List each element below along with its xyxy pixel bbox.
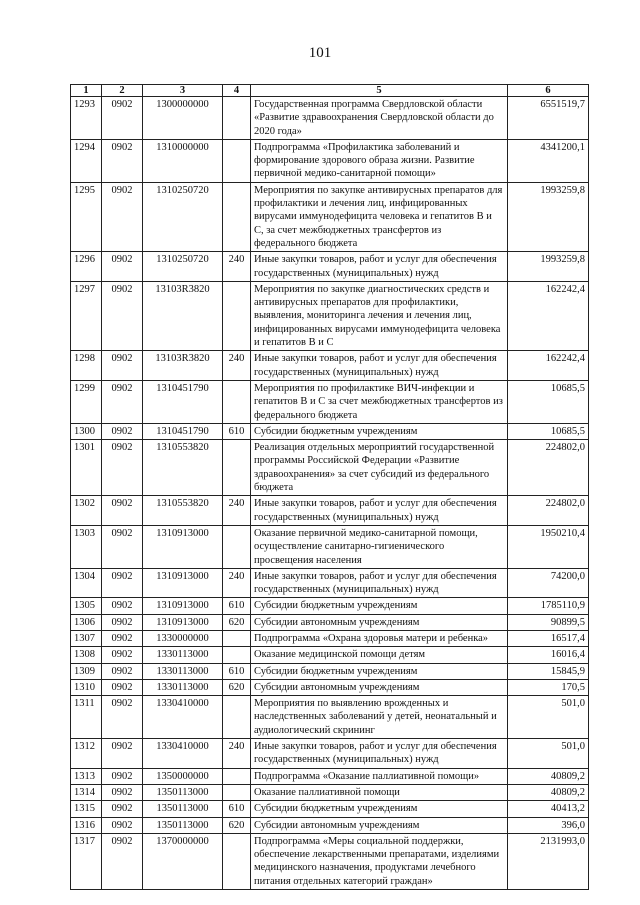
section-code-cell: 0902 (102, 614, 143, 630)
section-code-cell: 0902 (102, 182, 143, 251)
row-number-cell: 1314 (71, 784, 102, 800)
table-row (71, 679, 589, 695)
table-row (71, 182, 589, 251)
column-header: 1 (71, 85, 102, 97)
amount-cell: 2131993,0 (508, 833, 589, 889)
target-article-cell: 1310913000 (143, 525, 223, 568)
row-number-cell: 1296 (71, 252, 102, 282)
row-number-cell: 1313 (71, 768, 102, 784)
section-code-cell: 0902 (102, 768, 143, 784)
column-header: 6 (508, 85, 589, 97)
item-name-cell: Иные закупки товаров, работ и услуг для обеспечения государственных (муниципальных) нужд (251, 351, 508, 381)
section-code-cell: 0902 (102, 647, 143, 663)
section-code-cell: 0902 (102, 801, 143, 817)
target-article-cell: 1330000000 (143, 630, 223, 646)
table-row (71, 801, 589, 817)
table-row (71, 423, 589, 439)
item-name-cell: Мероприятия по закупке антивирусных препаратов для профилактики и лечения лиц, инфицированных вирусами иммунодефицита человека и гепатитов В и С, за счет межбюджетных трансфертов из федерального бюджета (251, 182, 508, 251)
target-article-cell: 1300000000 (143, 97, 223, 140)
row-number-cell: 1311 (71, 696, 102, 739)
expense-type-cell (223, 630, 251, 646)
item-name-cell: Оказание первичной медико-санитарной помощи, осуществление санитарно-гигиенического просвещения населения (251, 525, 508, 568)
target-article-cell: 1330113000 (143, 647, 223, 663)
table-row (71, 440, 589, 496)
table-row (71, 139, 589, 182)
expense-type-cell: 240 (223, 568, 251, 598)
section-code-cell: 0902 (102, 525, 143, 568)
target-article-cell: 1310553820 (143, 496, 223, 526)
amount-cell: 16517,4 (508, 630, 589, 646)
table-row (71, 768, 589, 784)
item-name-cell: Государственная программа Свердловской области «Развитие здравоохранения Свердловской области до 2020 года» (251, 97, 508, 140)
item-name-cell: Оказание медицинской помощи детям (251, 647, 508, 663)
amount-cell: 1785110,9 (508, 598, 589, 614)
row-number-cell: 1301 (71, 440, 102, 496)
target-article-cell: 13103R3820 (143, 281, 223, 350)
section-code-cell: 0902 (102, 739, 143, 769)
target-article-cell: 1330410000 (143, 739, 223, 769)
target-article-cell: 1330410000 (143, 696, 223, 739)
item-name-cell: Субсидии автономным учреждениям (251, 817, 508, 833)
row-number-cell: 1300 (71, 423, 102, 439)
row-number-cell: 1294 (71, 139, 102, 182)
table-header-row (71, 85, 589, 97)
expense-type-cell (223, 182, 251, 251)
target-article-cell: 1310553820 (143, 440, 223, 496)
section-code-cell: 0902 (102, 833, 143, 889)
row-number-cell: 1315 (71, 801, 102, 817)
item-name-cell: Подпрограмма «Охрана здоровья матери и ребенка» (251, 630, 508, 646)
target-article-cell: 1350000000 (143, 768, 223, 784)
row-number-cell: 1303 (71, 525, 102, 568)
row-number-cell: 1309 (71, 663, 102, 679)
amount-cell: 40809,2 (508, 768, 589, 784)
amount-cell: 40809,2 (508, 784, 589, 800)
item-name-cell: Субсидии автономным учреждениям (251, 679, 508, 695)
amount-cell: 1993259,8 (508, 182, 589, 251)
row-number-cell: 1304 (71, 568, 102, 598)
table-row (71, 696, 589, 739)
target-article-cell: 1330113000 (143, 663, 223, 679)
section-code-cell: 0902 (102, 784, 143, 800)
expense-type-cell: 610 (223, 598, 251, 614)
column-header: 2 (102, 85, 143, 97)
target-article-cell: 1310451790 (143, 380, 223, 423)
expense-type-cell: 610 (223, 801, 251, 817)
row-number-cell: 1306 (71, 614, 102, 630)
item-name-cell: Субсидии бюджетным учреждениям (251, 663, 508, 679)
column-header: 3 (143, 85, 223, 97)
item-name-cell: Подпрограмма «Оказание паллиативной помощи» (251, 768, 508, 784)
target-article-cell: 1310913000 (143, 568, 223, 598)
item-name-cell: Мероприятия по закупке диагностических средств и антивирусных препаратов для профилактики, выявления, мониторинга лечения и лечения лиц, инфицированных вирусами иммунодефицита человека и гепатитов В и С (251, 281, 508, 350)
amount-cell: 4341200,1 (508, 139, 589, 182)
table-row (71, 833, 589, 889)
row-number-cell: 1299 (71, 380, 102, 423)
amount-cell: 501,0 (508, 739, 589, 769)
section-code-cell: 0902 (102, 281, 143, 350)
amount-cell: 10685,5 (508, 380, 589, 423)
target-article-cell: 1350113000 (143, 784, 223, 800)
row-number-cell: 1302 (71, 496, 102, 526)
table-row (71, 630, 589, 646)
section-code-cell: 0902 (102, 696, 143, 739)
table-row (71, 496, 589, 526)
amount-cell: 90899,5 (508, 614, 589, 630)
expense-type-cell (223, 784, 251, 800)
section-code-cell: 0902 (102, 568, 143, 598)
table-row (71, 739, 589, 769)
expense-type-cell (223, 380, 251, 423)
target-article-cell: 1310913000 (143, 614, 223, 630)
row-number-cell: 1305 (71, 598, 102, 614)
row-number-cell: 1297 (71, 281, 102, 350)
section-code-cell: 0902 (102, 139, 143, 182)
item-name-cell: Субсидии бюджетным учреждениям (251, 801, 508, 817)
expense-type-cell (223, 97, 251, 140)
target-article-cell: 1350113000 (143, 801, 223, 817)
amount-cell: 162242,4 (508, 281, 589, 350)
budget-table (70, 84, 589, 890)
table-row (71, 614, 589, 630)
expense-type-cell: 610 (223, 423, 251, 439)
table-row (71, 598, 589, 614)
target-article-cell: 1310451790 (143, 423, 223, 439)
target-article-cell: 1310913000 (143, 598, 223, 614)
item-name-cell: Подпрограмма «Профилактика заболеваний и формирование здорового образа жизни. Развитие первичной медико-санитарной помощи» (251, 139, 508, 182)
item-name-cell: Субсидии автономным учреждениям (251, 614, 508, 630)
amount-cell: 224802,0 (508, 440, 589, 496)
item-name-cell: Иные закупки товаров, работ и услуг для обеспечения государственных (муниципальных) нужд (251, 568, 508, 598)
target-article-cell: 1310000000 (143, 139, 223, 182)
amount-cell: 10685,5 (508, 423, 589, 439)
amount-cell: 1993259,8 (508, 252, 589, 282)
table-row (71, 351, 589, 381)
expense-type-cell (223, 833, 251, 889)
row-number-cell: 1293 (71, 97, 102, 140)
amount-cell: 1950210,4 (508, 525, 589, 568)
target-article-cell: 1350113000 (143, 817, 223, 833)
target-article-cell: 1310250720 (143, 252, 223, 282)
row-number-cell: 1316 (71, 817, 102, 833)
table-row (71, 784, 589, 800)
amount-cell: 15845,9 (508, 663, 589, 679)
row-number-cell: 1312 (71, 739, 102, 769)
expense-type-cell: 240 (223, 496, 251, 526)
page-number: 101 (308, 45, 332, 61)
item-name-cell: Иные закупки товаров, работ и услуг для обеспечения государственных (муниципальных) нужд (251, 496, 508, 526)
expense-type-cell (223, 281, 251, 350)
expense-type-cell (223, 440, 251, 496)
table-row (71, 817, 589, 833)
item-name-cell: Подпрограмма «Меры социальной поддержки, обеспечение лекарственными препаратами, изделиями медицинского назначения, продуктами лечебного питания отдельных категорий граждан» (251, 833, 508, 889)
row-number-cell: 1307 (71, 630, 102, 646)
row-number-cell: 1310 (71, 679, 102, 695)
expense-type-cell (223, 647, 251, 663)
expense-type-cell (223, 139, 251, 182)
amount-cell: 224802,0 (508, 496, 589, 526)
table-row (71, 525, 589, 568)
section-code-cell: 0902 (102, 598, 143, 614)
column-header: 4 (223, 85, 251, 97)
expense-type-cell: 240 (223, 739, 251, 769)
section-code-cell: 0902 (102, 663, 143, 679)
expense-type-cell: 620 (223, 679, 251, 695)
item-name-cell: Субсидии бюджетным учреждениям (251, 423, 508, 439)
row-number-cell: 1295 (71, 182, 102, 251)
table-row (71, 568, 589, 598)
section-code-cell: 0902 (102, 380, 143, 423)
amount-cell: 6551519,7 (508, 97, 589, 140)
item-name-cell: Оказание паллиативной помощи (251, 784, 508, 800)
item-name-cell: Мероприятия по профилактике ВИЧ-инфекции и гепатитов В и С за счет межбюджетных трансфертов из федерального бюджета (251, 380, 508, 423)
table-row (71, 252, 589, 282)
expense-type-cell: 620 (223, 817, 251, 833)
amount-cell: 162242,4 (508, 351, 589, 381)
row-number-cell: 1308 (71, 647, 102, 663)
expense-type-cell: 610 (223, 663, 251, 679)
table-row (71, 97, 589, 140)
amount-cell: 396,0 (508, 817, 589, 833)
section-code-cell: 0902 (102, 496, 143, 526)
table-row (71, 380, 589, 423)
section-code-cell: 0902 (102, 252, 143, 282)
section-code-cell: 0902 (102, 440, 143, 496)
target-article-cell: 1370000000 (143, 833, 223, 889)
item-name-cell: Иные закупки товаров, работ и услуг для обеспечения государственных (муниципальных) нужд (251, 739, 508, 769)
expense-type-cell (223, 768, 251, 784)
item-name-cell: Иные закупки товаров, работ и услуг для обеспечения государственных (муниципальных) нужд (251, 252, 508, 282)
target-article-cell: 1330113000 (143, 679, 223, 695)
amount-cell: 170,5 (508, 679, 589, 695)
table-row (71, 647, 589, 663)
item-name-cell: Субсидии бюджетным учреждениям (251, 598, 508, 614)
section-code-cell: 0902 (102, 679, 143, 695)
amount-cell: 16016,4 (508, 647, 589, 663)
section-code-cell: 0902 (102, 423, 143, 439)
amount-cell: 74200,0 (508, 568, 589, 598)
row-number-cell: 1298 (71, 351, 102, 381)
target-article-cell: 13103R3820 (143, 351, 223, 381)
table-row (71, 663, 589, 679)
table-row (71, 281, 589, 350)
expense-type-cell: 620 (223, 614, 251, 630)
column-header: 5 (251, 85, 508, 97)
section-code-cell: 0902 (102, 97, 143, 140)
expense-type-cell (223, 696, 251, 739)
expense-type-cell: 240 (223, 252, 251, 282)
expense-type-cell (223, 525, 251, 568)
section-code-cell: 0902 (102, 351, 143, 381)
amount-cell: 40413,2 (508, 801, 589, 817)
expense-type-cell: 240 (223, 351, 251, 381)
section-code-cell: 0902 (102, 817, 143, 833)
item-name-cell: Реализация отдельных мероприятий государственной программы Российской Федерации «Развитие здравоохранения» за счет субсидий из федерального бюджета (251, 440, 508, 496)
section-code-cell: 0902 (102, 630, 143, 646)
amount-cell: 501,0 (508, 696, 589, 739)
item-name-cell: Мероприятия по выявлению врожденных и наследственных заболеваний у детей, неонатальный и аудиологический скрининг (251, 696, 508, 739)
target-article-cell: 1310250720 (143, 182, 223, 251)
row-number-cell: 1317 (71, 833, 102, 889)
